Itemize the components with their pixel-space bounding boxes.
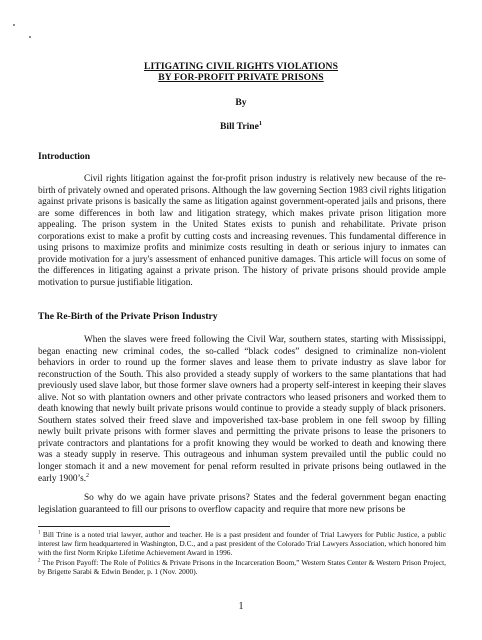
footnote-2 — [38, 558, 446, 576]
byline-by: By — [235, 97, 247, 108]
footnote-ref-1: 1 — [258, 119, 262, 127]
rebirth-paragraph-2: So why do we again have private prisons? States and the federal government began enacting legislation guaranteed to fill our prisons to overflow capacity and require that more new prisons be — [38, 493, 446, 515]
document-title-line-1: LITIGATING CIVIL RIGHTS VIOLATIONS — [144, 61, 338, 72]
byline-author — [0, 121, 482, 132]
section-heading-introduction: Introduction — [38, 151, 91, 162]
footnote-1-mark: 1 — [38, 530, 41, 536]
author-name: Bill Trine — [220, 121, 259, 132]
footnote-ref-2: 2 — [86, 472, 90, 479]
scan-speck — [29, 36, 31, 38]
scan-speck — [13, 24, 15, 26]
document-title-line-2: BY FOR-PROFIT PRIVATE PRISONS — [158, 72, 324, 83]
footnote-2-mark: 2 — [38, 558, 41, 564]
page-number: 1 — [238, 601, 244, 612]
rebirth-paragraph-1-text: When the slaves were freed following the Civil War, southern states, starting with Mississippi, began enacting new criminal codes, the so-called “black codes” designed to criminalize non-violent behaviors in order to round up the former slaves and lease them to private industry as slave labor for reconstruction of the South. This also provided a steady supply of workers to the same plantations that had previously used slave labor, but those former slave owners had a property self-interest in keeping their slaves alive. Not so with plantation owners and other private contractors who leased prisoners and worked them to death knowing that newly built private prisons would continue to provide a steady supply of black prisoners. Southern states solved their freed slave and impoverished tax-base problem in one fell swoop by filling newly built private prisons with former slaves and permitting the private prisons to lease the prisoners to private contractors and plantations for a profit knowing they would be worked to death and knowing there was a steady supply in reserve. This outrageous and inhuman system prevailed until the public could no longer stomach it and a new movement for penal reform resulted in private prisons being outlawed in the early 1900’s. — [38, 335, 446, 484]
footnote-1-text: Bill Trine is a noted trial lawyer, author and teacher. He is a past president and founder of Trial Lawyers for Public Justice, a public interest law firm headquartered in Washington, D.C., and a past president of the Colorado Trial Lawyers Association, which honored him with the first Norm Kripke Lifetime Achievement Award in 1996. — [38, 530, 446, 558]
footnote-divider — [38, 526, 170, 527]
section-heading-rebirth: The Re-Birth of the Private Prison Industry — [38, 311, 218, 322]
rebirth-paragraph-1 — [38, 335, 446, 485]
footnote-2-text: The Prison Payoff: The Role of Politics & Private Prisons in the Incarceration Boom,” Western States Center & Western Prison Project, by Brigette Sarabi & Edwin Bender, p. 1 (Nov. 2000). — [38, 558, 446, 577]
footnote-1 — [38, 530, 446, 558]
introduction-paragraph: Civil rights litigation against the for-profit prison industry is relatively new because of the re-birth of privately owned and operated prisons. Although the law governing Section 1983 civil rights litigation against private prisons is basically the same as litigation against government-operated jails and prisons, there are some differences in both law and litigation strategy, which makes private prison litigation more appealing. The prison system in the United States exists to punish and rehabilitate. Private prison corporations exist to make a profit by cutting costs and increasing revenues. This fundamental difference in using prisons to maximize profits and minimize costs resulting in death or serious injury to inmates can provide motivation for a jury's assessment of enhanced punitive damages. This article will focus on some of the differences in litigating against a private prison. The history of private prisons should provide ample motivation to pursue justifiable litigation. — [38, 174, 446, 288]
